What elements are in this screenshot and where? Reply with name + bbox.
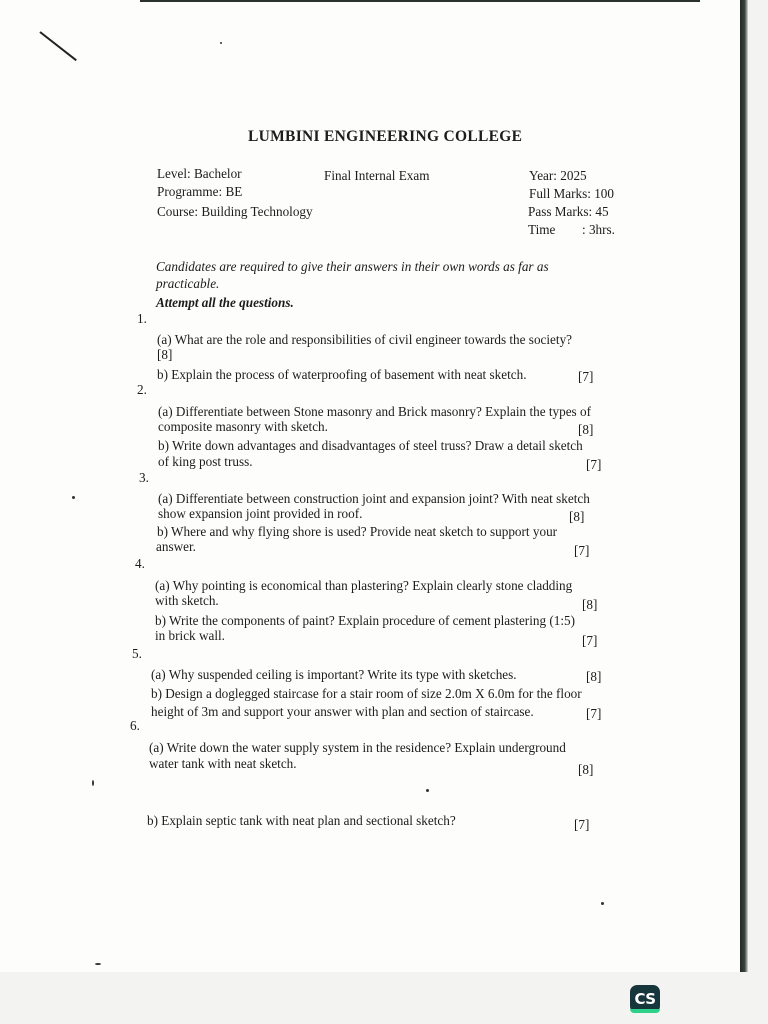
instruction-attempt-all: Attempt all the questions. [156,295,294,310]
question-5a-text: (a) Why suspended ceiling is important? Write its type with sketches. [151,667,517,682]
instruction-line: practicable. [156,276,220,291]
scan-pen-mark [39,31,76,61]
question-4a-text: (a) Why pointing is economical than plastering? Explain clearly stone cladding [155,578,573,593]
question-1b-marks: [7] [578,369,594,384]
question-4a-text-cont: with sketch. [155,593,219,608]
question-6b-marks: [7] [574,817,590,832]
question-5b-text-cont: height of 3m and support your answer with plan and section of staircase. [151,704,534,719]
question-3a-marks: [8] [569,509,585,524]
scan-speck [220,42,222,44]
scan-speck [426,789,429,792]
exam-type-text: Final Internal Exam [324,168,430,183]
scan-speck [601,902,604,905]
question-3b-text: b) Where and why flying shore is used? Provide neat sketch to support your [157,524,558,539]
question-number: 4. [135,556,145,571]
question-1b-text: b) Explain the process of waterproofing of basement with neat sketch. [157,367,527,382]
question-3a-text-cont: show expansion joint provided in roof. [158,506,363,521]
pass-marks-text: Pass Marks: 45 [528,204,609,219]
programme-text: Programme: BE [157,184,243,199]
time-value: : 3hrs. [582,222,615,237]
question-6b-text: b) Explain septic tank with neat plan and sectional sketch? [147,813,456,828]
question-3a-text: (a) Differentiate between construction joint and expansion joint? With neat sketch [158,491,590,506]
question-5a-marks: [8] [586,669,602,684]
question-5b-marks: [7] [586,706,602,721]
question-3b-text-cont: answer. [156,539,196,554]
question-2a-text-cont: composite masonry with sketch. [158,419,328,434]
college-title: LUMBINI ENGINEERING COLLEGE [248,128,523,145]
course-text: Course: Building Technology [157,204,313,219]
question-number: 1. [137,311,147,326]
question-2b-marks: [7] [586,457,602,472]
question-number: 5. [132,646,142,661]
question-6a-text-cont: water tank with neat sketch. [149,756,297,771]
instruction-line: Candidates are required to give their answers in their own words as far as [156,259,549,274]
year-text: Year: 2025 [529,168,587,183]
time-label: Time [528,222,556,237]
question-5b-text: b) Design a doglegged staircase for a stair room of size 2.0m X 6.0m for the floor [151,686,582,701]
question-4b-text-cont: in brick wall. [155,628,225,643]
question-6a-marks: [8] [578,762,594,777]
question-6a-text: (a) Write down the water supply system in the residence? Explain underground [149,740,566,755]
question-2a-marks: [8] [578,422,594,437]
paper-top-edge [140,0,700,2]
question-number: 2. [137,382,147,397]
scan-speck [72,496,75,499]
scan-speck [92,780,94,786]
question-number: 3. [139,470,149,485]
level-text: Level: Bachelor [157,166,242,181]
camscanner-logo: CS [630,985,660,1013]
question-3b-marks: [7] [574,543,590,558]
question-2b-text: b) Write down advantages and disadvantages of steel truss? Draw a detail sketch [158,438,583,453]
question-4b-text: b) Write the components of paint? Explain procedure of cement plastering (1:5) [155,613,575,628]
question-4a-marks: [8] [582,597,598,612]
full-marks-text: Full Marks: 100 [529,186,614,201]
question-1a-text: (a) What are the role and responsibilities of civil engineer towards the society? [157,332,573,347]
question-2b-text-cont: of king post truss. [158,454,253,469]
question-number: 6. [130,718,140,733]
question-1a-marks: [8] [157,347,173,362]
scan-speck [95,963,101,965]
question-4b-marks: [7] [582,633,598,648]
paper-right-edge [740,0,748,972]
question-2a-text: (a) Differentiate between Stone masonry and Brick masonry? Explain the types of [158,404,591,419]
